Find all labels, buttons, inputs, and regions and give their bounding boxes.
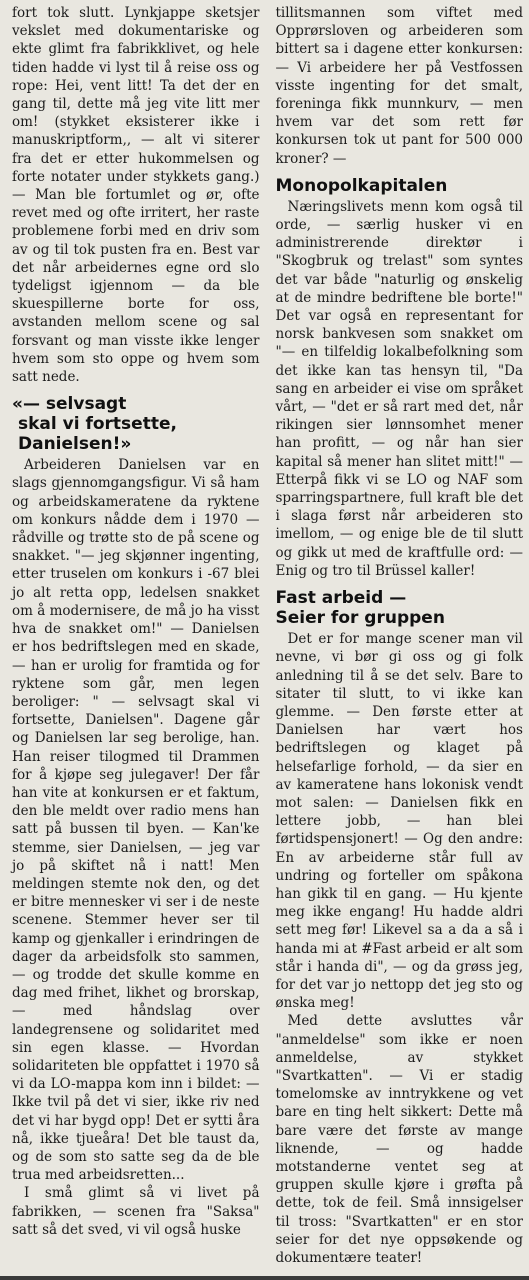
left-subheading-line-2: skal vi fortsette, (18, 414, 177, 435)
right-paragraph-2: Næringslivets menn kom også til orde, — særlig husker vi en administrerende direktør i "Skogbruk og trelast" som syntes det var både "naturlig og ønskelig at de mindre bedriftene ble borte!" Det var også en representant for norsk bankvesen som snakket om "— en tilfeldig lokalbefolkning som det ikke kan tas hensyn til, "Da sang en arbeider ei vise om språket vårt, — "det er så rart med det, når rikingen sier lønnsomhet mener han profitt, — og når han sier kapital så mener han slitet mitt!" — Etterpå fikk vi se LO og NAF som sparringspartnere, full kraft ble det i slaga først når arbeideren sto imellom, — og enige ble de til slutt og gikk ut med de kraftfulle ord: — Enig og tro til Brüssel kaller! (275, 198, 523, 579)
left-paragraph-2: Arbeideren Danielsen var en slags gjennomgangsfigur. Vi så ham og arbeidskameratene da ryktene om konkurs nådde dem i 1970 — rådville og trøtte sto de på scene og snakket. "— jeg skjønner ingenting, etter truselen om konkurs i -67 blei jo alt retta opp, ledelsen snakket om å modernisere, de må jo ha visst hva de snakket om!" — Danielsen er hos bedriftslegen med en skade, — han er urolig for framtida og for ryktene som går, men legen beroliger: " — selvsagt skal vi fortsette, Danielsen". Dagene går og Danielsen lar seg berolige, han. Han reiser tilogmed til Drammen for å kjøpe seg julegaver! Der får han vite at konkursen er et faktum, den ble meldt over radio mens han satt på bussen til byen. — Kan'ke stemme, sier Danielsen, — jeg var jo på skiftet nå i natt! Men meldingen stemte nok den, og det er bitre mennesker vi ser i de neste scenene. Stemmer hever ser til kamp og gjenkaller i erindringen de dager da arbeidsfolk sto sammen, — og trodde det skulle komme en dag med frihet, likhet og brorskap, — med håndslag over landegrensene og solidaritet med sin egen klasse. — Hvordan solidariteten ble oppfattet i 1970 så vi da LO-mappa kom inn i bildet: — Ikke tvil på det vi sier, ikke riv ned det vi har bygd opp! Det er sytti åra nå, ikke tjueåra! Det ble taust da, og de som sto satte seg da de ble trua med arbeidsretten... (12, 457, 260, 1184)
right-subheading-2 (276, 588, 524, 628)
right-paragraph-4: Med dette avsluttes vår "anmeldelse" som ikke er noen anmeldelse, av stykket "Svartkatten". — Vi er stadig tomelomske av inntrykkene og vet bare en ting helt sikkert: Dette må bare være det første av mange liknende, — og hadde motstanderne ventet seg at gruppen skulle kjøre i grøfta på dette, tok de feil. Små innsigelser til tross: "Svartkatten" er en stor seier for det nye oppsøkende og dokumentære teater! (275, 1013, 523, 1266)
left-subheading-line-3: Danielsen!» (18, 434, 132, 455)
left-paragraph-1: fort tok slutt. Lynkjappe sketsjer vekslet med dokumentariske og ekte glimt fra fabrikklivet, og hele tiden hadde vi lyst til å reise oss og rope: Hei, vent litt! Ta det der en gang til, dette må jeg vite litt mer om! (stykket eksisterer ikke i manuskriptform,, — alt vi siterer fra det er etter hukommelsen og forte notater under stykkets gang.) — Man ble fortumlet og ør, ofte revet med og ofte irritert, her raste problemene forbi med en driv som av og til tok pusten fra en. Best var det når arbeidernes egne ord slo tydeligst igjennom — da ble skuespillerne borte for oss, avstanden mellom scene og sal forsvant og man visste ikke lenger hvem som sto oppe og hvem som satt nede. (12, 5, 260, 386)
right-column (276, 4, 524, 1267)
right-subheading-2-line-1: Fast arbeid — (275, 588, 407, 609)
bottom-border (0, 1276, 529, 1280)
left-subheading-line-1: «— selvsagt (12, 394, 127, 415)
right-paragraph-1: tillitsmannen som viftet med Opprørsloven og arbeideren som bittert sa i dagene etter konkursen: — Vi arbeidere her på Vestfossen visste ingenting for det smalt, foreninga fikk munnkurv, — men hvem var det som rett før konkursen tok ut pant for 500 000 kroner? — (275, 5, 523, 167)
left-paragraph-3: I små glimt så vi livet på fabrikken, — scenen fra "Saksa" satt så det sved, vi vil også huske (12, 1185, 260, 1238)
right-subheading-1-line-1: Monopolkapitalen (275, 175, 448, 196)
right-subheading-1 (276, 176, 524, 196)
right-subheading-2-line-2: Seier for gruppen (275, 608, 445, 629)
left-subheading (12, 394, 260, 454)
left-column (12, 4, 260, 1267)
article-columns (12, 4, 523, 1267)
right-paragraph-3: Det er for mange scener man vil nevne, vi bør gi oss og gi folk anledning til å se det selv. Bare to sitater til slutt, to vi ikke kan glemme. — Den første etter at Danielsen har vært hos bedriftslegen og klaget på helsefarlige forhold, — da sier en av kameratene hans lokonisk vendt mot salen: — Danielsen fikk en lettere jobb, — han blei førtidspensjonert! — Og den andre: En av arbeiderne står full av undring og forteller om spåkona han gikk til en gang. — Hu kjente meg ikke engang! Hu hadde aldri sett meg før! Likevel sa a da a så i handa mi at #Fast arbeid er alt som står i handa di", — og da grøss jeg, for det var jo nettopp det jeg sto og ønska meg! (275, 631, 523, 1012)
